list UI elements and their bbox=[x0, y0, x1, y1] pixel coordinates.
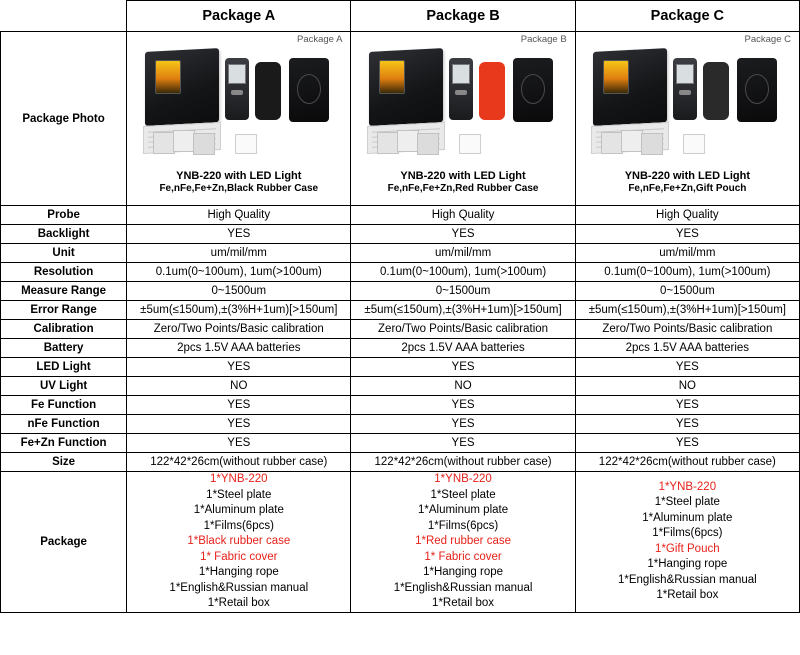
package-content-item: 1*Steel plate bbox=[206, 488, 272, 501]
package-content-item: 1*English&Russian manual bbox=[617, 573, 757, 586]
row-label: Error Range bbox=[1, 301, 127, 320]
package-content-item: 1*Black rubber case bbox=[187, 535, 291, 547]
product-photo-image bbox=[139, 38, 339, 168]
photo-caption-primary: YNB-220 with LED Light bbox=[176, 170, 302, 182]
table-row bbox=[1, 434, 800, 453]
product-photo-image bbox=[363, 38, 563, 168]
package-contents-cell bbox=[127, 472, 351, 613]
table-row bbox=[1, 244, 800, 263]
fabric-pouch-icon bbox=[737, 58, 777, 122]
column-header-package-b: Package B bbox=[351, 1, 575, 32]
spec-value-cell: um/mil/mm bbox=[351, 244, 575, 263]
spec-value-cell: Zero/Two Points/Basic calibration bbox=[575, 320, 799, 339]
package-content-item: 1*Retail box bbox=[656, 589, 719, 602]
spec-value-cell: YES bbox=[575, 396, 799, 415]
package-photo-cell bbox=[575, 32, 799, 206]
fabric-pouch-icon bbox=[289, 58, 329, 122]
photo-caption-secondary: Fe,nFe,Fe+Zn,Red Rubber Case bbox=[387, 183, 539, 194]
photo-container bbox=[351, 32, 574, 205]
table-row bbox=[1, 358, 800, 377]
package-contents-cell bbox=[575, 472, 799, 613]
spec-value-cell: 122*42*26cm(without rubber case) bbox=[351, 453, 575, 472]
coating-thickness-gauge-icon bbox=[449, 58, 473, 120]
package-content-item: 1*Aluminum plate bbox=[417, 504, 509, 516]
row-label: nFe Function bbox=[1, 415, 127, 434]
spec-value-cell: YES bbox=[351, 225, 575, 244]
package-content-item: 1*Films(6pcs) bbox=[652, 527, 723, 540]
row-label-package: Package bbox=[1, 472, 127, 613]
photo-watermark-label: Package C bbox=[744, 34, 791, 45]
spec-value-cell: YES bbox=[575, 225, 799, 244]
spec-value-cell: High Quality bbox=[127, 206, 351, 225]
photo-watermark-label: Package A bbox=[297, 34, 343, 45]
photo-container bbox=[576, 32, 799, 205]
box-artwork-icon bbox=[379, 60, 405, 94]
row-label: UV Light bbox=[1, 377, 127, 396]
package-content-item: 1*Retail box bbox=[432, 597, 495, 609]
calibration-plates-icon bbox=[601, 130, 661, 156]
table-row bbox=[1, 320, 800, 339]
box-artwork-icon bbox=[155, 60, 181, 94]
spec-value-cell: 0~1500um bbox=[351, 282, 575, 301]
column-header-package-a: Package A bbox=[127, 1, 351, 32]
package-content-item: 1*Gift Pouch bbox=[655, 542, 720, 555]
package-content-item: 1*Films(6pcs) bbox=[203, 519, 274, 532]
films-pack-icon bbox=[235, 134, 257, 154]
photo-caption-primary: YNB-220 with LED Light bbox=[400, 170, 526, 182]
spec-value-cell: 0.1um(0~100um), 1um(>100um) bbox=[351, 263, 575, 282]
spec-value-cell: NO bbox=[575, 377, 799, 396]
spec-value-cell: Zero/Two Points/Basic calibration bbox=[127, 320, 351, 339]
table-row bbox=[1, 263, 800, 282]
spec-value-cell: 2pcs 1.5V AAA batteries bbox=[575, 339, 799, 358]
spec-value-cell: NO bbox=[351, 377, 575, 396]
spec-table-body bbox=[1, 1, 800, 613]
package-content-item: 1*English&Russian manual bbox=[393, 581, 533, 594]
table-row bbox=[1, 377, 800, 396]
package-content-item: 1*YNB-220 bbox=[434, 473, 492, 485]
table-row bbox=[1, 282, 800, 301]
photo-caption-secondary: Fe,nFe,Fe+Zn,Black Rubber Case bbox=[159, 183, 319, 194]
package-content-item: 1*Steel plate bbox=[654, 496, 720, 509]
spec-value-cell: 2pcs 1.5V AAA batteries bbox=[127, 339, 351, 358]
spec-value-cell: 2pcs 1.5V AAA batteries bbox=[351, 339, 575, 358]
spec-value-cell: NO bbox=[127, 377, 351, 396]
box-artwork-icon bbox=[603, 60, 629, 94]
spec-value-cell: YES bbox=[127, 396, 351, 415]
row-label: Fe Function bbox=[1, 396, 127, 415]
table-row bbox=[1, 453, 800, 472]
spec-value-cell: YES bbox=[351, 396, 575, 415]
product-photo-image bbox=[587, 38, 787, 168]
table-row bbox=[1, 301, 800, 320]
package-content-item: 1* Fabric cover bbox=[424, 550, 502, 563]
row-label: LED Light bbox=[1, 358, 127, 377]
spec-value-cell: 0.1um(0~100um), 1um(>100um) bbox=[575, 263, 799, 282]
rubber-case-icon bbox=[255, 62, 281, 120]
fabric-pouch-icon bbox=[513, 58, 553, 122]
package-photo-cell bbox=[127, 32, 351, 206]
row-label: Unit bbox=[1, 244, 127, 263]
row-label-package-photo: Package Photo bbox=[1, 32, 127, 206]
row-label: Battery bbox=[1, 339, 127, 358]
rubber-case-icon bbox=[479, 62, 505, 120]
table-row bbox=[1, 415, 800, 434]
photo-caption-secondary: Fe,nFe,Fe+Zn,Gift Pouch bbox=[628, 183, 747, 194]
row-label: Probe bbox=[1, 206, 127, 225]
spec-value-cell: Zero/Two Points/Basic calibration bbox=[351, 320, 575, 339]
spec-value-cell: High Quality bbox=[575, 206, 799, 225]
spec-value-cell: um/mil/mm bbox=[575, 244, 799, 263]
spec-value-cell: YES bbox=[127, 415, 351, 434]
package-photo-cell bbox=[351, 32, 575, 206]
coating-thickness-gauge-icon bbox=[673, 58, 697, 120]
spec-value-cell: YES bbox=[575, 358, 799, 377]
spec-value-cell: YES bbox=[351, 434, 575, 453]
table-row bbox=[1, 396, 800, 415]
header-corner-blank bbox=[1, 1, 127, 32]
films-pack-icon bbox=[459, 134, 481, 154]
package-content-item: 1*Films(6pcs) bbox=[427, 519, 499, 532]
table-row bbox=[1, 225, 800, 244]
table-row bbox=[1, 206, 800, 225]
spec-value-cell: YES bbox=[351, 358, 575, 377]
calibration-plates-icon bbox=[377, 130, 437, 156]
row-label: Calibration bbox=[1, 320, 127, 339]
photo-watermark-label: Package B bbox=[520, 34, 567, 45]
package-content-item: 1*Hanging rope bbox=[647, 558, 728, 571]
spec-value-cell: YES bbox=[575, 434, 799, 453]
films-pack-icon bbox=[683, 134, 705, 154]
table-row bbox=[1, 339, 800, 358]
spec-value-cell: YES bbox=[127, 225, 351, 244]
spec-value-cell: 0~1500um bbox=[127, 282, 351, 301]
column-header-package-c: Package C bbox=[575, 1, 799, 32]
package-contents-row bbox=[1, 472, 800, 613]
spec-value-cell: ±5um(≤150um),±(3%H+1um)[>150um] bbox=[575, 301, 799, 320]
spec-value-cell: YES bbox=[127, 358, 351, 377]
rubber-case-icon bbox=[703, 62, 729, 120]
coating-thickness-gauge-icon bbox=[225, 58, 249, 120]
package-content-item: 1*Red rubber case bbox=[415, 535, 511, 547]
photo-container bbox=[127, 32, 350, 205]
package-content-item: 1*English&Russian manual bbox=[169, 581, 309, 594]
package-content-item: 1*YNB-220 bbox=[658, 480, 717, 493]
spec-value-cell: um/mil/mm bbox=[127, 244, 351, 263]
package-content-item: 1*Hanging rope bbox=[423, 566, 504, 578]
photo-caption-primary: YNB-220 with LED Light bbox=[624, 170, 750, 182]
spec-value-cell: YES bbox=[351, 415, 575, 434]
row-label: Resolution bbox=[1, 263, 127, 282]
package-content-item: 1*Aluminum plate bbox=[193, 504, 284, 516]
spec-value-cell: YES bbox=[127, 434, 351, 453]
calibration-plates-icon bbox=[153, 130, 213, 156]
package-photo-row bbox=[1, 32, 800, 206]
row-label: Size bbox=[1, 453, 127, 472]
package-content-item: 1*Retail box bbox=[207, 597, 270, 609]
spec-value-cell: ±5um(≤150um),±(3%H+1um)[>150um] bbox=[127, 301, 351, 320]
spec-value-cell: 0.1um(0~100um), 1um(>100um) bbox=[127, 263, 351, 282]
spec-value-cell: 122*42*26cm(without rubber case) bbox=[575, 453, 799, 472]
table-header-row bbox=[1, 1, 800, 32]
spec-value-cell: High Quality bbox=[351, 206, 575, 225]
package-content-item: 1*Aluminum plate bbox=[642, 511, 733, 524]
spec-value-cell: 0~1500um bbox=[575, 282, 799, 301]
row-label: Backlight bbox=[1, 225, 127, 244]
spec-value-cell: ±5um(≤150um),±(3%H+1um)[>150um] bbox=[351, 301, 575, 320]
package-content-item: 1*Steel plate bbox=[430, 488, 496, 501]
package-content-item: 1* Fabric cover bbox=[200, 550, 278, 563]
package-content-item: 1*Hanging rope bbox=[198, 566, 279, 578]
row-label: Measure Range bbox=[1, 282, 127, 301]
spec-value-cell: 122*42*26cm(without rubber case) bbox=[127, 453, 351, 472]
package-content-item: 1*YNB-220 bbox=[210, 473, 268, 485]
row-label: Fe+Zn Function bbox=[1, 434, 127, 453]
package-contents-cell bbox=[351, 472, 575, 613]
spec-value-cell: YES bbox=[575, 415, 799, 434]
